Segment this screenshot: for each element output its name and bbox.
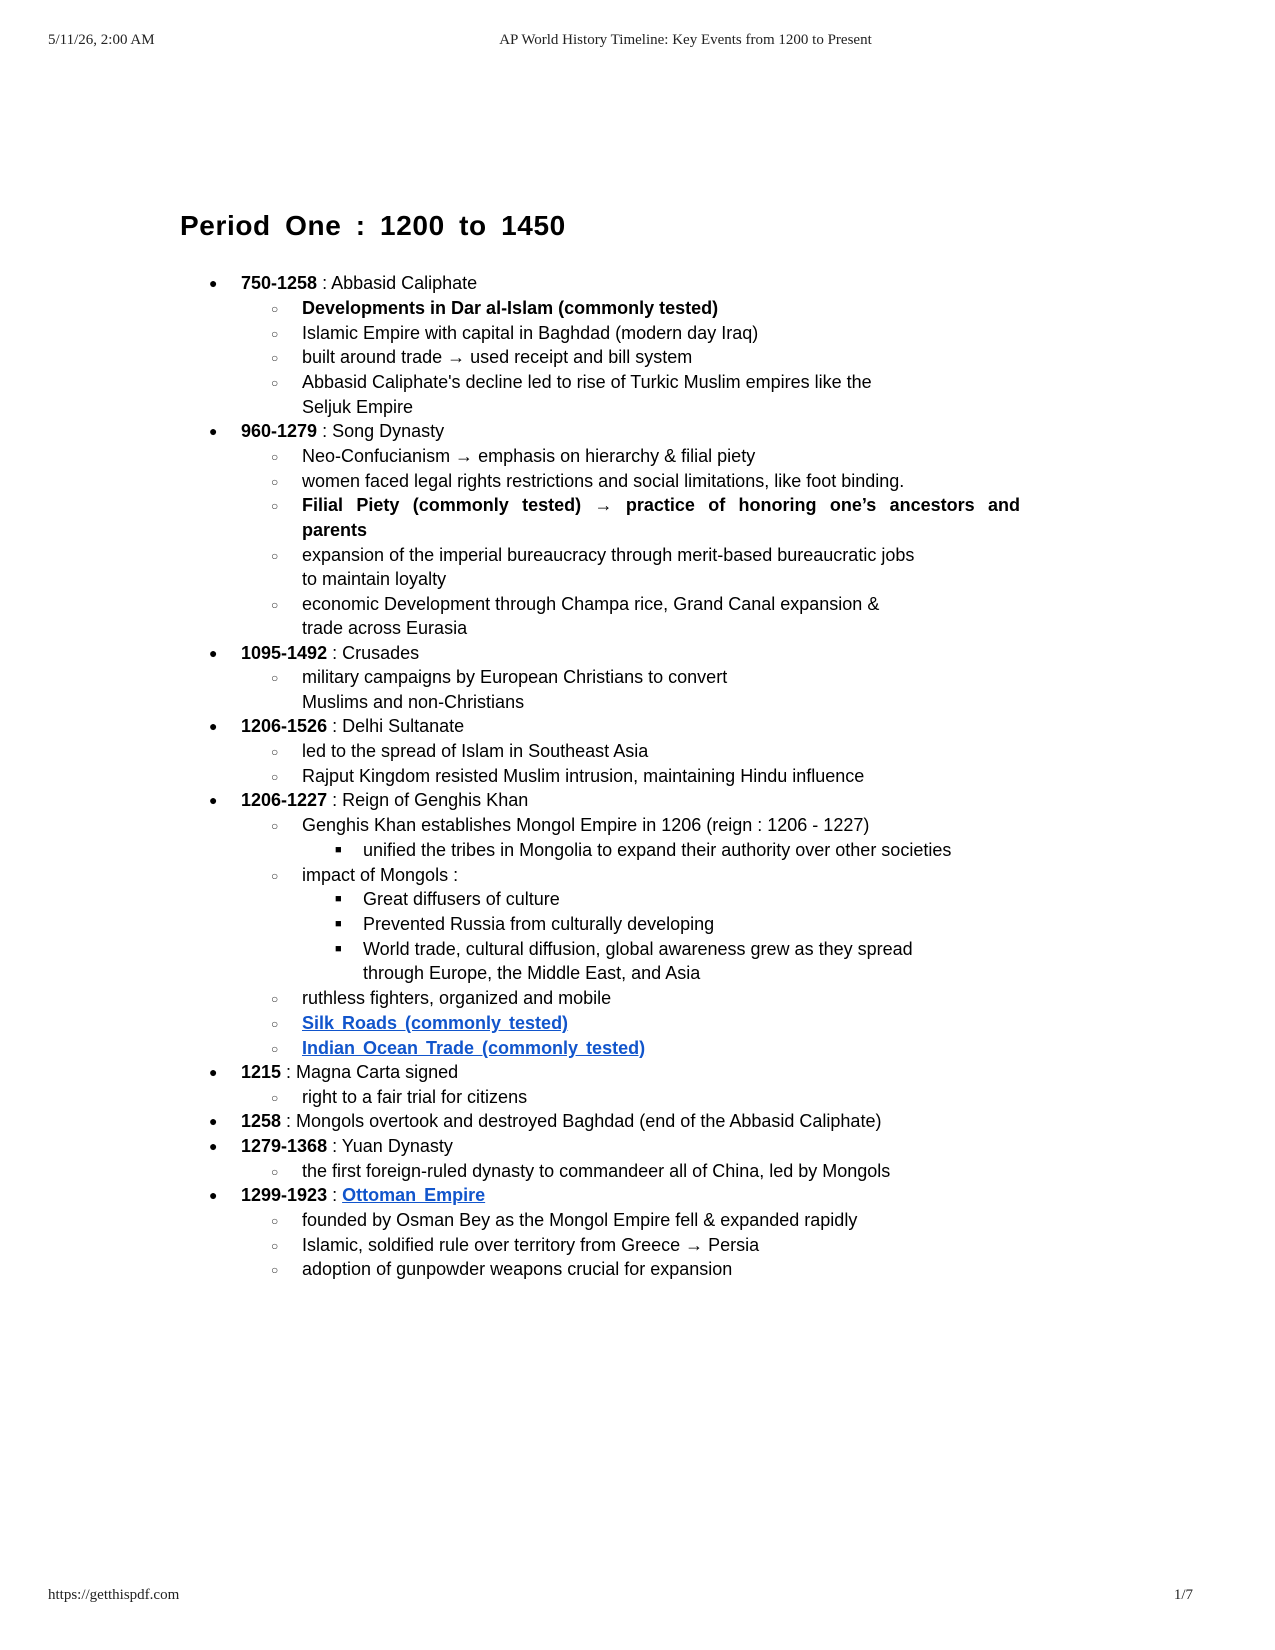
bullet-circle: ○ — [271, 671, 279, 686]
bullet-circle: ○ — [271, 769, 279, 784]
bullet-disc: ● — [209, 644, 218, 661]
sub-item-text: Neo-Confucianism → emphasis on hierarchy & filial piety — [302, 445, 756, 466]
sub-item — [241, 469, 1020, 493]
bullet-disc: ● — [209, 423, 218, 439]
event-label: : Song Dynasty — [317, 421, 445, 441]
bullet-circle: ○ — [271, 1263, 279, 1278]
bullet-circle: ○ — [271, 376, 279, 391]
sub-item-text: led to the spread of Islam in Southeast Asia — [302, 741, 649, 762]
sub-item-text: adoption of gunpowder weapons crucial for expansion — [302, 1259, 733, 1280]
bullet-square: ■ — [335, 918, 342, 931]
bullet-circle: ○ — [271, 597, 279, 612]
bullet-square: ■ — [335, 943, 342, 955]
sub-item — [241, 493, 1020, 542]
event-date: 1258 — [241, 1111, 282, 1132]
bullet-square: ■ — [335, 843, 342, 856]
bullet-circle: ○ — [271, 1238, 279, 1253]
bullet-circle: ○ — [271, 1091, 279, 1105]
silk-roads-link[interactable]: Silk Roads (commonly tested) — [302, 1013, 569, 1033]
sub-item-text: Filial Piety (commonly tested) → practice of honoring one’s ancestors and parents — [302, 495, 1020, 540]
timeline-item — [180, 1060, 1020, 1109]
timeline-item — [180, 788, 1020, 1060]
sub-item-text: Developments in Dar al-Islam (commonly tested) — [302, 297, 719, 318]
bullet-disc: ● — [209, 1137, 218, 1154]
bullet-circle: ○ — [271, 351, 279, 366]
bullet-circle: ○ — [271, 1017, 279, 1031]
sub-item-text: women faced legal rights restrictions and social limitations, like foot binding. — [302, 470, 905, 491]
bullet-disc: ● — [209, 275, 218, 291]
sub-item-text: built around trade → used receipt and bill system — [302, 347, 693, 368]
sub-item — [241, 1159, 1020, 1183]
bullet-disc: ● — [209, 1187, 218, 1204]
event-date: 1215 — [241, 1062, 282, 1083]
bullet-disc: ● — [209, 1064, 218, 1081]
sub-item — [241, 863, 1020, 986]
period-title: Period One : 1200 to 1450 — [180, 210, 566, 241]
print-page-title: AP World History Timeline: Key Events from 1200 to Present — [499, 32, 872, 48]
event-label: : Magna Carta signed — [281, 1062, 459, 1083]
sub-item-text: expansion of the imperial bureaucracy through merit-based bureaucratic jobs to maintain loyalty — [302, 544, 915, 589]
sub-sub-item-text: Prevented Russia from culturally developing — [363, 914, 715, 935]
sub-sub-item-text: Great diffusers of culture — [363, 889, 560, 910]
bullet-circle: ○ — [271, 745, 279, 760]
timeline-item — [180, 1109, 1020, 1133]
sub-item-text: Islamic Empire with capital in Baghdad (modern day Iraq) — [302, 322, 759, 343]
sub-item-text: military campaigns by European Christians to convert Muslims and non-Christians — [302, 667, 728, 712]
bullet-disc: ● — [209, 1113, 218, 1130]
sub-item — [241, 739, 1020, 763]
sub-sub-item — [302, 912, 1020, 936]
sub-item-text: impact of Mongols : — [302, 864, 459, 885]
bullet-circle: ○ — [271, 1041, 279, 1056]
sub-item-text: economic Development through Champa rice, Grand Canal expansion & trade across Eurasia — [302, 593, 880, 639]
print-footer — [48, 1587, 1193, 1607]
print-datetime: 5/11/26, 2:00 AM — [48, 32, 155, 48]
sub-item — [241, 1036, 1020, 1060]
sub-item — [241, 370, 1020, 419]
document-body — [180, 208, 1020, 1282]
bullet-square: ■ — [335, 893, 342, 906]
bullet-circle: ○ — [271, 499, 279, 514]
sub-item — [241, 1208, 1020, 1232]
sub-item — [241, 543, 1020, 592]
event-label: : Crusades — [327, 642, 420, 663]
sub-item — [241, 592, 1020, 641]
sub-sub-item-text: World trade, cultural diffusion, global awareness grew as they spread through Europe, the Middle East, and Asia — [363, 939, 913, 984]
bullet-circle: ○ — [271, 1164, 279, 1179]
bullet-circle: ○ — [271, 326, 279, 341]
sub-item — [241, 296, 1020, 320]
sub-item-text: Islamic, soldified rule over territory from Greece → Persia — [302, 1234, 760, 1255]
sub-item — [241, 1085, 1020, 1109]
timeline-list — [180, 271, 1020, 1282]
sub-item — [241, 321, 1020, 345]
ottoman-empire-link[interactable]: Ottoman Empire — [342, 1185, 486, 1206]
sub-item — [241, 345, 1020, 369]
sub-item-text: Rajput Kingdom resisted Muslim intrusion, maintaining Hindu influence — [302, 765, 865, 786]
sub-item — [241, 1257, 1020, 1281]
timeline-item — [180, 641, 1020, 715]
print-header — [48, 32, 1193, 52]
sub-item — [241, 1233, 1020, 1257]
event-label: : Reign of Genghis Khan — [327, 790, 529, 811]
sub-item-text: ruthless fighters, organized and mobile — [302, 988, 612, 1009]
event-label: : Delhi Sultanate — [327, 716, 465, 737]
bullet-circle: ○ — [271, 474, 279, 489]
sub-sub-item — [302, 838, 1020, 862]
source-url: https://getthispdf.com — [48, 1587, 180, 1603]
bullet-circle: ○ — [271, 1213, 279, 1228]
timeline-item — [180, 271, 1020, 419]
bullet-disc: ● — [209, 792, 218, 809]
sub-item-text: the first foreign-ruled dynasty to commandeer all of China, led by Mongols — [302, 1160, 891, 1181]
page-number: 1/7 — [1173, 1587, 1193, 1603]
timeline-item — [180, 1134, 1020, 1183]
indian-ocean-trade-link[interactable]: Indian Ocean Trade (commonly tested) — [302, 1037, 646, 1058]
event-date: 1206-1227 — [241, 790, 328, 811]
sub-item — [241, 764, 1020, 788]
event-label: : Mongols overtook and destroyed Baghdad (end of the Abbasid Caliphate) — [281, 1111, 882, 1132]
sub-item-text: Abbasid Caliphate's decline led to rise of Turkic Muslim empires like the Seljuk Empire — [302, 372, 872, 417]
bullet-circle: ○ — [271, 868, 279, 883]
event-date: 750-1258 — [241, 273, 318, 293]
sub-item-text: founded by Osman Bey as the Mongol Empire fell & expanded rapidly — [302, 1209, 858, 1230]
event-date: 960-1279 — [241, 421, 318, 441]
event-date: 1206-1526 — [241, 716, 328, 737]
timeline-item — [180, 714, 1020, 788]
bullet-circle: ○ — [271, 992, 279, 1007]
event-label: : Abbasid Caliphate — [317, 273, 478, 293]
sub-item — [241, 1011, 1020, 1035]
event-label: : — [327, 1185, 343, 1206]
sub-item — [241, 986, 1020, 1010]
sub-item-text: Genghis Khan establishes Mongol Empire in 1206 (reign : 1206 - 1227) — [302, 815, 870, 836]
sub-item-text: right to a fair trial for citizens — [302, 1087, 528, 1107]
event-date: 1279-1368 — [241, 1135, 328, 1156]
timeline-item — [180, 1183, 1020, 1282]
sub-sub-item — [302, 937, 1020, 986]
bullet-circle: ○ — [271, 548, 279, 563]
sub-item — [241, 444, 1020, 468]
bullet-circle: ○ — [271, 301, 279, 316]
bullet-circle: ○ — [271, 449, 279, 464]
bullet-circle: ○ — [271, 819, 279, 834]
event-date: 1095-1492 — [241, 642, 328, 663]
event-date: 1299-1923 — [241, 1185, 328, 1206]
event-label: : Yuan Dynasty — [327, 1135, 453, 1156]
sub-sub-item-text: unified the tribes in Mongolia to expand their authority over other societies — [363, 839, 952, 860]
timeline-item — [180, 419, 1020, 641]
sub-item — [241, 813, 1020, 862]
sub-item — [241, 665, 1020, 714]
sub-sub-item — [302, 887, 1020, 911]
bullet-disc: ● — [209, 718, 218, 735]
